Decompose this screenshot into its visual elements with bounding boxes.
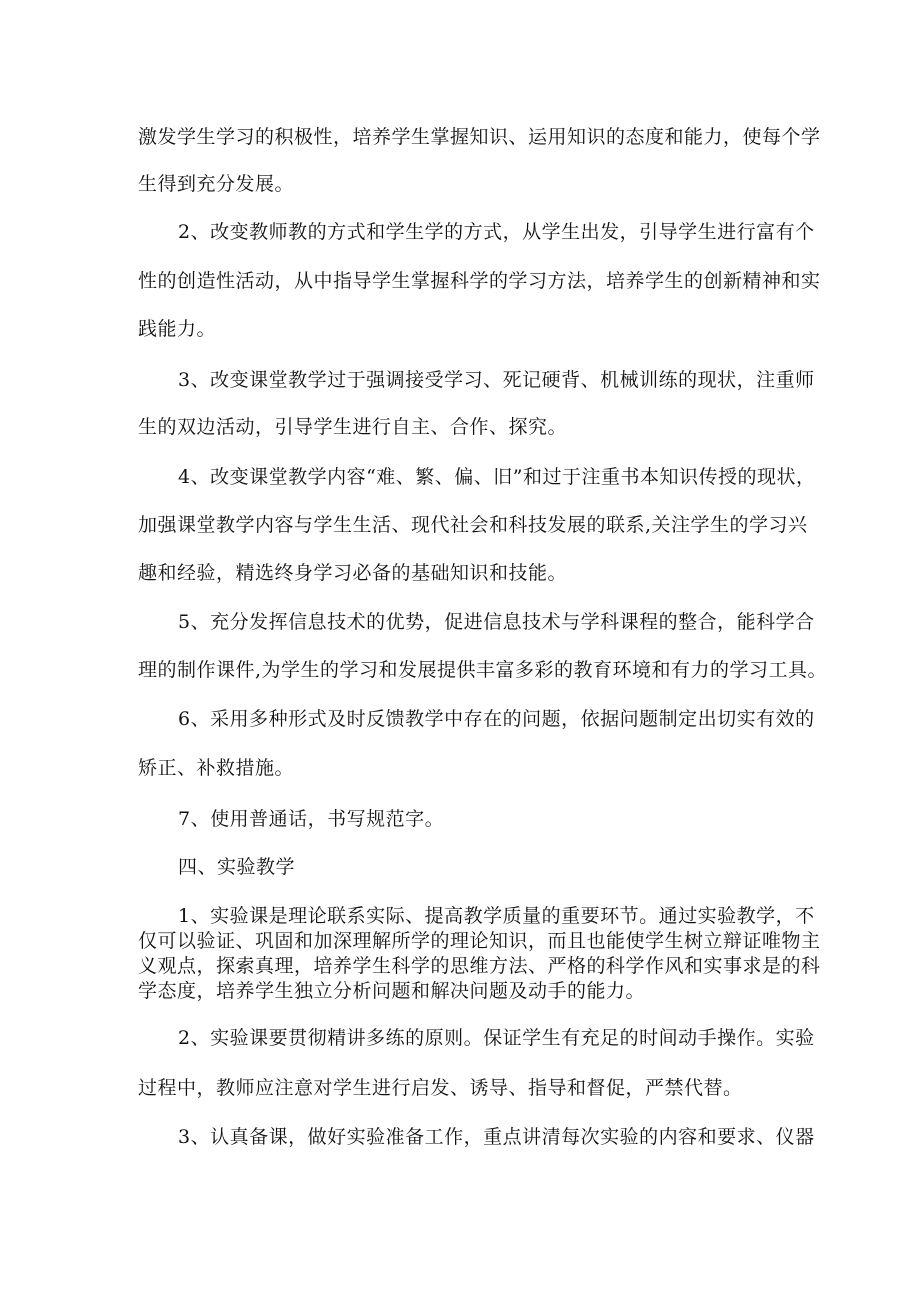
text-line: 6、采用多种形式及时反馈教学中存在的问题，依据问题制定出切实有效的 — [178, 708, 815, 730]
text-line: 仅可以验证、巩固和加深理解所学的理论知识，而且也能使学生树立辩证唯物主 — [138, 930, 821, 952]
section-heading: 四、实验教学 — [178, 856, 296, 878]
text-line: 加强课堂教学内容与学生生活、现代社会和科技发展的联系,关注学生的学习兴 — [138, 514, 808, 536]
text-line: 2、改变教师教的方式和学生学的方式，从学生出发，引导学生进行富有个 — [178, 221, 815, 243]
text-line: 7、使用普通话，书写规范字。 — [178, 808, 445, 830]
text-line: 生得到充分发展。 — [138, 173, 295, 195]
text-line: 3、改变课堂教学过于强调接受学习、死记硬背、机械训练的现状，注重师 — [178, 369, 815, 391]
text-line: 2、实验课要贯彻精讲多练的原则。保证学生有充足的时间动手操作。实验 — [178, 1027, 815, 1049]
text-line: 1、实验课是理论联系实际、提高教学质量的重要环节。通过实验教学，不 — [178, 905, 815, 927]
text-line: 5、充分发挥信息技术的优势，促进信息技术与学科课程的整合，能科学合 — [178, 611, 815, 633]
text-line: 践能力。 — [138, 318, 217, 340]
text-line: 过程中，教师应注意对学生进行启发、诱导、指导和督促，严禁代替。 — [138, 1077, 743, 1099]
text-line: 义观点，探索真理，培养学生科学的思维方法、严格的科学作风和实事求是的科 — [138, 955, 821, 977]
text-line: 趣和经验，精选终身学习必备的基础知识和技能。 — [138, 562, 568, 584]
text-line: 学态度，培养学生独立分析问题和解决问题及动手的能力。 — [138, 980, 646, 1002]
text-line: 3、认真备课，做好实验准备工作，重点讲清每次实验的内容和要求、仪器 — [178, 1126, 815, 1148]
text-line: 性的创造性活动，从中指导学生掌握科学的学习方法，培养学生的创新精神和实 — [138, 270, 821, 292]
text-line: 激发学生学习的积极性，培养学生掌握知识、运用知识的态度和能力，使每个学 — [138, 126, 821, 148]
text-line: 矫正、补救措施。 — [138, 757, 295, 779]
text-line: 4、改变课堂教学内容“难、繁、偏、旧”和过于注重书本知识传授的现状， — [178, 466, 816, 488]
text-line: 生的双边活动，引导学生进行自主、合作、探究。 — [138, 416, 568, 438]
text-line: 理的制作课件,为学生的学习和发展提供丰富多彩的教育环境和有力的学习工具。 — [138, 659, 828, 681]
